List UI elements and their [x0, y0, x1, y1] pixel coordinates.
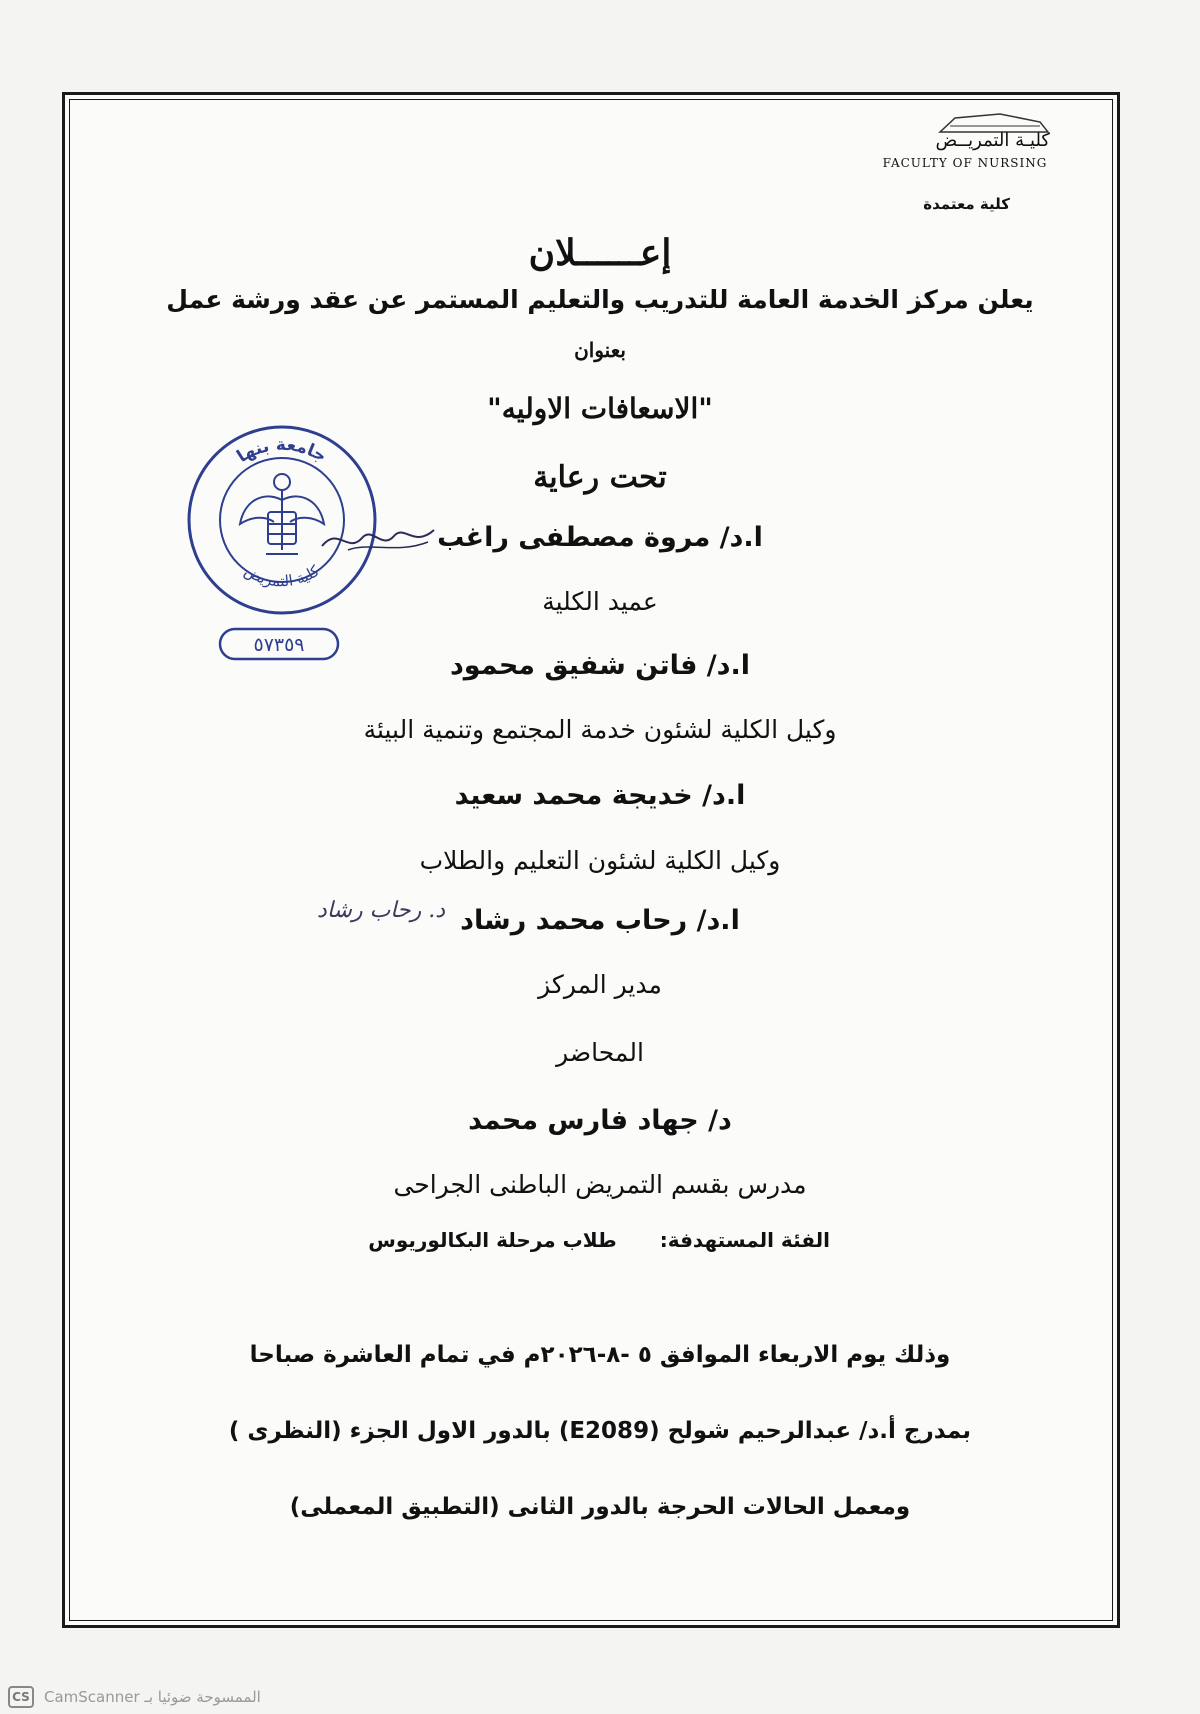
lab-line: ومعمل الحالات الحرجة بالدور الثانى (التطبيق المعملى): [289, 1494, 911, 1520]
svg-text:٥٧٣٥٩: ٥٧٣٥٩: [253, 634, 305, 656]
official-role: عميد الكلية: [542, 587, 658, 616]
announcement-intro: يعلن مركز الخدمة العامة للتدريب والتعليم المستمر عن عقد ورشة عمل: [166, 285, 1034, 314]
titled-label: بعنوان: [574, 338, 626, 362]
target-value: طلاب مرحلة البكالوريوس: [368, 1228, 617, 1252]
official-name: ا.د/ فاتن شفيق محمود: [449, 650, 751, 681]
official-role: وكيل الكلية لشئون خدمة المجتمع وتنمية البيئة: [363, 715, 837, 744]
faculty-logo: [880, 112, 1050, 174]
camscanner-logo-icon: CS: [8, 1686, 34, 1708]
workshop-title: "الاسعافات الاوليه": [487, 392, 713, 425]
date-line: وذلك يوم الاربعاء الموافق ٥ -٨-٢٠٢٦م في تمام العاشرة صباحا: [249, 1342, 951, 1368]
official-name: ا.د/ مروة مصطفى راغب: [437, 522, 763, 553]
camscanner-watermark: [0, 1682, 320, 1712]
official-role: مدير المركز: [538, 970, 662, 999]
official-name: ا.د/ خديجة محمد سعيد: [454, 780, 746, 811]
logo-arabic-text: كليـة التمريــض: [935, 130, 1050, 151]
seal-number-stamp: [218, 627, 340, 661]
place-line: بمدرج أ.د/ عبدالرحيم شولح (E2089) بالدور الاول الجزء (النظرى ): [228, 1418, 972, 1444]
target-label: الفئة المستهدفة:: [659, 1228, 830, 1252]
lecturer-name: د/ جهاد فارس محمد: [468, 1105, 732, 1136]
target-audience: [360, 1228, 830, 1252]
announcement-title: إعــــــلان: [528, 232, 672, 274]
seal-top-text: جامعة بنها: [233, 434, 331, 467]
patronage-label: تحت رعاية: [533, 460, 667, 495]
seal-bottom-text: كلية التمريض: [241, 561, 323, 591]
camscanner-text: الممسوحة ضوئيا بـ CamScanner: [44, 1688, 261, 1706]
lecturer-heading: المحاضر: [556, 1038, 644, 1067]
logo-english-text: FACULTY OF NURSING: [882, 156, 1048, 170]
lecturer-role: مدرس بقسم التمريض الباطنى الجراحى: [393, 1170, 807, 1199]
dean-signature: [318, 520, 438, 560]
official-name: ا.د/ رحاب محمد رشاد: [460, 905, 740, 936]
official-role: وكيل الكلية لشئون التعليم والطلاب: [419, 846, 781, 875]
accredited-label: كلية معتمدة: [923, 195, 1010, 213]
handwritten-signature-note: د. رحاب رشاد: [317, 898, 445, 923]
eagle-emblem-icon: [240, 474, 324, 554]
